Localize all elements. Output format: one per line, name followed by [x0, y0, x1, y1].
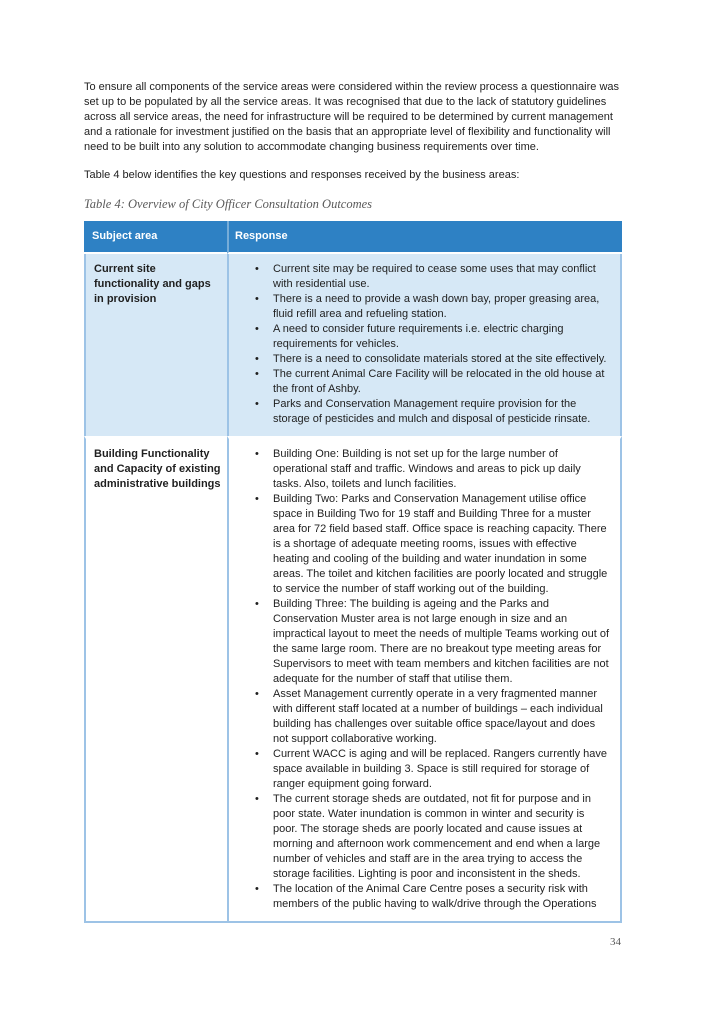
response-bullet-list	[229, 262, 614, 427]
table-row	[84, 436, 622, 921]
response-bullet: • Asset Management currently operate in a very fragmented manner with different staff located at a number of buildings – each individual building has challenges over suitable office space/layout and does not support collaborative working.	[229, 687, 614, 747]
response-bullet: • There is a need to provide a wash down bay, proper greasing area, fluid refill area and refueling station.	[229, 292, 614, 322]
response-cell	[227, 436, 622, 921]
table-row	[84, 254, 622, 436]
response-bullet: • The current Animal Care Facility will be relocated in the old house at the front of Ashby.	[229, 367, 614, 397]
response-bullet: • A need to consider future requirements i.e. electric charging requirements for vehicles.	[229, 322, 614, 352]
response-cell	[227, 254, 622, 436]
response-bullet: • The current storage sheds are outdated, not fit for purpose and in poor state. Water inundation is common in winter and security is poor. The storage sheds are poorly located and cause issues at morning and afternoon work commencement and end when a large number of vehicles and staff are in the area trying to access the storage facilities. Lighting is poor and inconsistent in the sheds.	[229, 792, 614, 882]
intro-paragraph: To ensure all components of the service areas were considered within the review process a questionnaire was set up to be populated by all the service areas. It was recognised that due to the lack of statutory guidelines across all service areas, the need for infrastructure will be required to be determined by current management and a rationale for investment justified on the basis that an appropriate level of flexibility and functionality will need to be built into any solution to accommodate changing business requirements over time.	[84, 81, 620, 153]
response-bullet: • Building Three: The building is ageing and the Parks and Conservation Muster area is not large enough in size and an impractical layout to meet the needs of multiple Teams working out of the same large room. There are no breakout type meeting areas for Supervisors to meet with team members and kitchen facilities are not adequate for the number of staff that utilise them.	[229, 597, 614, 687]
response-bullet: • The location of the Animal Care Centre poses a security risk with members of the public having to walk/drive through the Operations	[229, 882, 614, 912]
page-number: 34	[610, 936, 621, 948]
table-header-row	[84, 221, 622, 254]
subject-cell: Building Functionality and Capacity of existing administrative buildings	[84, 436, 227, 921]
response-bullet: • Current WACC is aging and will be replaced. Rangers currently have space available in building 3. Space is still required for storage of ranger equipment going forward.	[229, 747, 614, 792]
response-bullet: • Current site may be required to cease some uses that may conflict with residential use.	[229, 262, 614, 292]
response-bullet: • Building One: Building is not set up for the large number of operational staff and traffic. Windows and areas to pick up daily tasks. Also, toilets and lunch facilities.	[229, 447, 614, 492]
subject-cell: Current site functionality and gaps in provision	[84, 254, 227, 436]
response-bullet-list	[229, 447, 614, 912]
lead-in-paragraph: Table 4 below identifies the key questions and responses received by the business areas:	[84, 169, 520, 181]
response-bullet: • There is a need to consolidate materials stored at the site effectively.	[229, 352, 614, 367]
subject-area-header: Subject area	[84, 221, 227, 254]
response-header: Response	[227, 221, 622, 254]
consultation-table	[84, 221, 622, 923]
table-caption: Table 4: Overview of City Officer Consultation Outcomes	[84, 197, 373, 211]
response-bullet: • Building Two: Parks and Conservation Management utilise office space in Building Two for 19 staff and Building Three for a muster area for 72 field based staff. Office space is reaching capacity. There is a shortage of adequate meeting rooms, issues with effective heating and cooling of the building and water inundation in some areas. The toilet and kitchen facilities are poorly located and struggle to service the number of staff working out of the building.	[229, 492, 614, 597]
response-bullet: • Parks and Conservation Management require provision for the storage of pesticides and mulch and disposal of pesticide rinsate.	[229, 397, 614, 427]
consultation-table-body	[84, 254, 622, 921]
page-content	[84, 80, 622, 923]
